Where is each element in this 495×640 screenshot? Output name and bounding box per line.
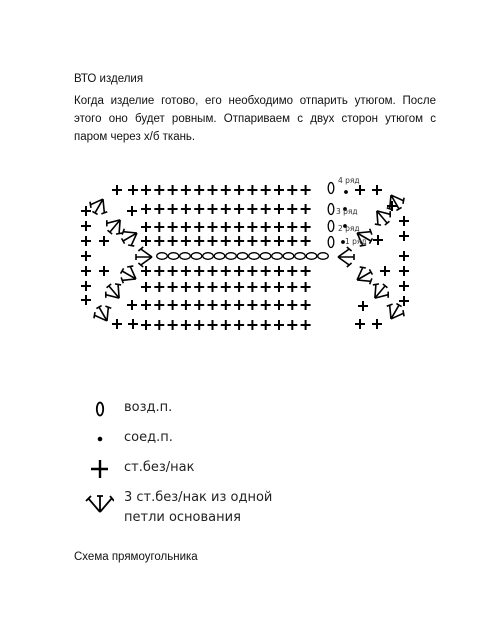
sc-mark xyxy=(261,320,271,330)
sc-mark xyxy=(112,319,122,329)
three-in-one-mark xyxy=(369,204,395,229)
sc-mark xyxy=(234,236,244,246)
sc-mark xyxy=(168,236,178,246)
plus-icon xyxy=(84,458,108,482)
row-label-3: 3 ряд xyxy=(336,207,358,216)
sc-mark xyxy=(301,236,311,246)
sc-mark xyxy=(154,185,164,195)
sc-mark xyxy=(81,236,91,246)
sc-mark xyxy=(181,300,191,310)
sc-mark xyxy=(287,320,297,330)
chain-mark xyxy=(214,253,225,260)
sc-mark xyxy=(194,266,204,276)
sc-mark xyxy=(221,236,231,246)
sc-mark xyxy=(301,282,311,292)
sc-mark xyxy=(274,300,284,310)
sc-mark xyxy=(81,251,91,261)
sc-mark xyxy=(141,222,151,232)
sc-mark xyxy=(261,236,271,246)
legend-chain xyxy=(0,398,495,428)
sc-mark xyxy=(221,185,231,195)
sc-mark xyxy=(274,185,284,195)
sc-mark xyxy=(372,185,382,195)
sc-mark xyxy=(247,300,257,310)
sc-mark xyxy=(168,222,178,232)
three-in-one-mark xyxy=(136,247,152,267)
chain-mark xyxy=(260,253,271,260)
sc-mark xyxy=(221,300,231,310)
sc-mark xyxy=(221,282,231,292)
sc-mark xyxy=(355,319,365,329)
three-in-one-mark xyxy=(338,247,354,267)
sc-mark xyxy=(181,236,191,246)
sc-mark xyxy=(221,204,231,214)
sc-mark xyxy=(127,206,137,216)
sc-mark xyxy=(81,266,91,276)
sc-mark xyxy=(154,266,164,276)
sc-mark xyxy=(168,204,178,214)
sc-mark xyxy=(81,221,91,231)
sc-mark xyxy=(301,266,311,276)
sc-mark xyxy=(287,222,297,232)
sc-mark xyxy=(128,319,138,329)
sc-mark xyxy=(234,266,244,276)
sc-mark xyxy=(247,236,257,246)
sc-mark xyxy=(141,266,151,276)
sc-mark xyxy=(247,204,257,214)
sc-mark xyxy=(287,185,297,195)
row-label-2: 2 ряд xyxy=(338,224,360,233)
sc-mark xyxy=(261,222,271,232)
sc-mark xyxy=(99,236,109,246)
chain-mark xyxy=(203,253,214,260)
sc-mark xyxy=(355,185,365,195)
legend-label-sc: ст.без/нак xyxy=(124,460,195,475)
legend-label-three-line1: 3 ст.без/нак из одной xyxy=(124,490,273,505)
sc-mark xyxy=(208,185,218,195)
sc-mark xyxy=(274,236,284,246)
sc-mark xyxy=(208,222,218,232)
sc-mark xyxy=(261,282,271,292)
legend-label-three-line2: петли основания xyxy=(124,510,241,525)
chain-mark xyxy=(180,253,191,260)
row-label-4: 4 ряд xyxy=(338,176,360,185)
sc-mark xyxy=(247,266,257,276)
sc-mark xyxy=(399,266,409,276)
legend-label-chain: возд.п. xyxy=(124,400,173,415)
sc-mark xyxy=(358,301,368,311)
sc-mark xyxy=(194,204,204,214)
sc-mark xyxy=(287,282,297,292)
chain-mark xyxy=(328,237,334,248)
sc-mark xyxy=(274,222,284,232)
sc-mark xyxy=(301,204,311,214)
sc-mark xyxy=(274,204,284,214)
sc-mark xyxy=(247,222,257,232)
sc-mark xyxy=(128,185,138,195)
sc-mark xyxy=(154,236,164,246)
legend-three-in-one xyxy=(0,488,495,532)
sc-mark xyxy=(168,300,178,310)
three-in-one-mark xyxy=(117,262,141,287)
legend-label-slip: соед.п. xyxy=(124,430,173,445)
sc-mark xyxy=(372,319,382,329)
chain-mark xyxy=(226,253,237,260)
sc-mark xyxy=(154,300,164,310)
sc-mark xyxy=(141,320,151,330)
sc-mark xyxy=(399,296,409,306)
sc-mark xyxy=(141,282,151,292)
sc-mark xyxy=(208,300,218,310)
sc-mark xyxy=(208,266,218,276)
sc-mark xyxy=(112,185,122,195)
sc-mark xyxy=(234,185,244,195)
sc-mark xyxy=(301,300,311,310)
sc-mark xyxy=(234,320,244,330)
sc-mark xyxy=(274,320,284,330)
legend-slip xyxy=(0,428,495,458)
sc-mark xyxy=(181,185,191,195)
sc-mark xyxy=(81,295,91,305)
chain-mark xyxy=(306,253,317,260)
sc-mark xyxy=(399,251,409,261)
chain-mark xyxy=(328,204,334,215)
sc-mark xyxy=(234,282,244,292)
sc-mark xyxy=(373,235,383,245)
sc-mark xyxy=(399,281,409,291)
sc-mark xyxy=(208,282,218,292)
sc-mark xyxy=(301,320,311,330)
sc-mark xyxy=(287,266,297,276)
sc-mark xyxy=(399,231,409,241)
sc-mark xyxy=(247,185,257,195)
sc-mark xyxy=(274,266,284,276)
sc-mark xyxy=(168,185,178,195)
instruction-paragraph: Когда изделие готово, его необходимо отпарить утюгом. После этого оно будет ровным. Отпариваем с двух сторон утюгом с паром через х/б ткань. xyxy=(74,95,436,143)
sc-mark xyxy=(168,266,178,276)
dot-icon xyxy=(84,428,108,452)
sc-mark xyxy=(168,320,178,330)
sc-mark xyxy=(181,204,191,214)
sc-mark xyxy=(154,282,164,292)
three-in-one-mark xyxy=(86,194,111,218)
sc-mark xyxy=(261,204,271,214)
sc-mark xyxy=(154,204,164,214)
sc-mark xyxy=(194,236,204,246)
sc-mark xyxy=(247,320,257,330)
chain-mark xyxy=(272,253,283,260)
sc-mark xyxy=(274,282,284,292)
sc-mark xyxy=(399,216,409,226)
sc-mark xyxy=(141,236,151,246)
sc-mark xyxy=(234,222,244,232)
sc-mark xyxy=(380,266,390,276)
sc-mark xyxy=(247,282,257,292)
sc-mark xyxy=(261,266,271,276)
sc-mark xyxy=(194,300,204,310)
sc-mark xyxy=(208,320,218,330)
chain-mark xyxy=(283,253,294,260)
row-label-1: 1 ряд xyxy=(345,237,367,246)
sc-mark xyxy=(194,320,204,330)
crochet-chart xyxy=(0,170,495,345)
sc-mark xyxy=(287,236,297,246)
sc-mark xyxy=(168,282,178,292)
chain-mark xyxy=(157,253,168,260)
sc-mark xyxy=(141,204,151,214)
three-in-one-icon xyxy=(84,488,114,518)
sc-mark xyxy=(301,185,311,195)
sc-mark xyxy=(127,300,137,310)
sc-mark xyxy=(181,266,191,276)
slip-mark xyxy=(344,190,348,194)
sc-mark xyxy=(261,185,271,195)
chain-mark xyxy=(318,253,329,260)
legend-sc xyxy=(0,458,495,488)
sc-mark xyxy=(208,204,218,214)
three-in-one-mark xyxy=(102,213,128,238)
sc-mark xyxy=(141,300,151,310)
three-in-one-mark xyxy=(382,190,407,214)
sc-mark xyxy=(261,300,271,310)
sc-mark xyxy=(141,185,151,195)
sc-mark xyxy=(99,266,109,276)
sc-mark xyxy=(287,300,297,310)
sc-mark xyxy=(81,206,91,216)
three-in-one-mark xyxy=(118,224,142,249)
chain-mark xyxy=(191,253,202,260)
sc-mark xyxy=(287,204,297,214)
figure-caption: Схема прямоугольника xyxy=(74,551,198,563)
sc-mark xyxy=(154,222,164,232)
sc-mark xyxy=(194,222,204,232)
sc-mark xyxy=(194,185,204,195)
sc-mark xyxy=(208,236,218,246)
sc-mark xyxy=(234,300,244,310)
sc-mark xyxy=(194,282,204,292)
sc-mark xyxy=(301,222,311,232)
sc-mark xyxy=(181,222,191,232)
sc-mark xyxy=(221,266,231,276)
sc-mark xyxy=(181,320,191,330)
three-in-one-mark xyxy=(352,263,376,288)
chain-mark xyxy=(168,253,179,260)
chain-mark xyxy=(249,253,260,260)
sc-mark xyxy=(234,204,244,214)
sc-mark xyxy=(181,282,191,292)
chain-mark xyxy=(237,253,248,260)
sc-mark xyxy=(221,320,231,330)
chain-mark xyxy=(295,253,306,260)
chain-mark xyxy=(328,221,334,232)
three-in-one-mark xyxy=(90,302,115,326)
sc-mark xyxy=(221,222,231,232)
sc-mark xyxy=(154,320,164,330)
section-heading: ВТО изделия xyxy=(74,73,144,85)
chain-oval-icon xyxy=(84,398,108,422)
three-in-one-mark xyxy=(367,279,393,304)
sc-mark xyxy=(81,281,91,291)
chain-mark xyxy=(328,183,334,194)
